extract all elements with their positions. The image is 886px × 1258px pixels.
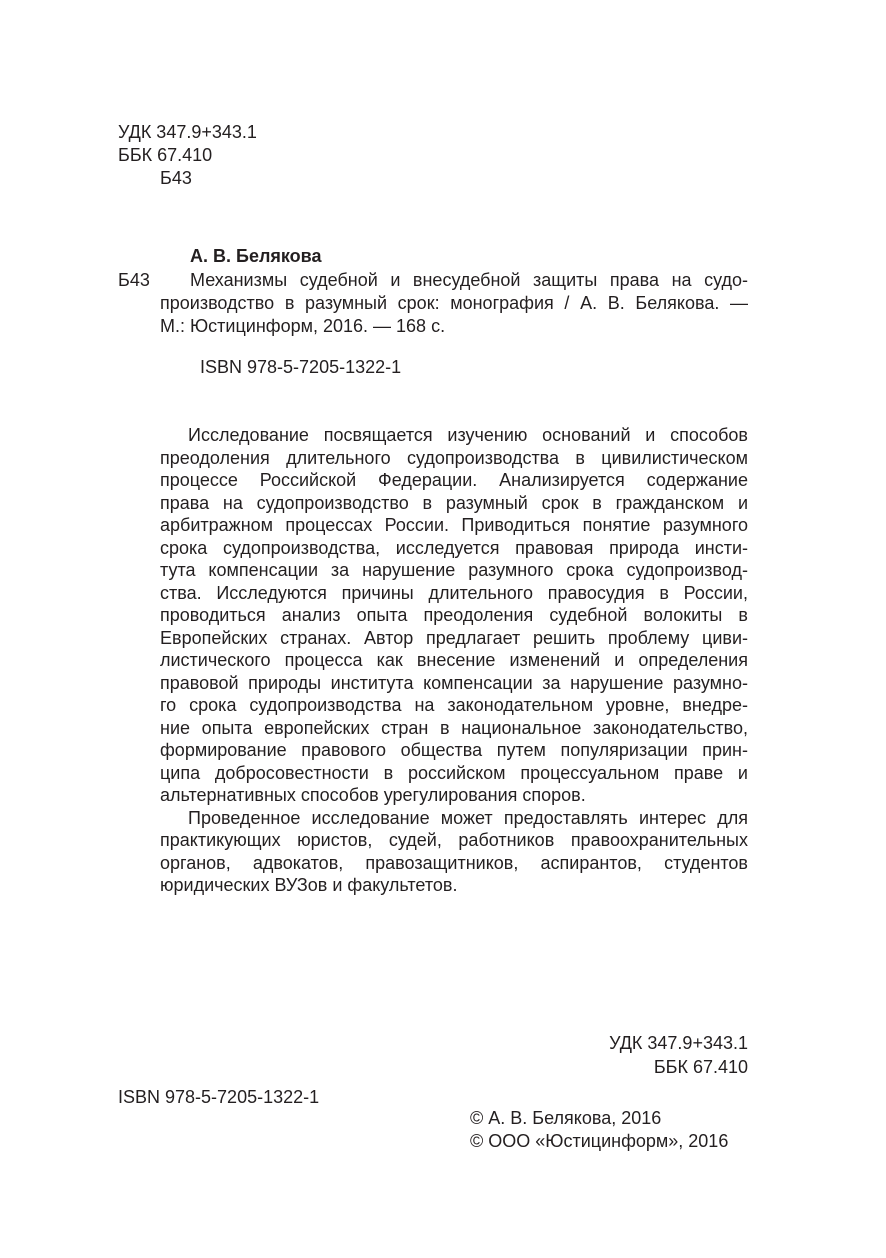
abstract — [160, 424, 748, 897]
abstract-line: го срока судопроизводства на законодательном уровне, внедре- — [160, 695, 748, 715]
abstract-line: листического процесса как внесение изменений и определения — [160, 650, 748, 670]
abstract-line: альтернативных способов урегулирования споров. — [160, 785, 586, 805]
abstract-line: срока судопроизводства, исследуется правовая природа инсти- — [160, 537, 748, 558]
abstract-line: органов, адвокатов, правозащитников, аспирантов, студентов — [160, 852, 748, 873]
record-line: Механизмы судебной и внесудебной защиты права на судо- — [190, 270, 748, 290]
abstract-line: Исследование посвящается изучению оснований и способов — [188, 425, 748, 445]
abstract-line: ципа добросовестности в российском процессуальном праве и — [160, 762, 748, 783]
bibliographic-record — [160, 269, 748, 338]
footer-bbk: ББК 67.410 — [653, 1057, 748, 1077]
abstract-line: правовой природы института компенсации за нарушение разумно- — [160, 672, 748, 693]
abstract-line: арбитражном процессах России. Приводиться понятие разумного — [160, 515, 748, 535]
footer-isbn: ISBN 978-5-7205-1322-1 — [118, 1087, 320, 1107]
abstract-line: права на судопроизводство в разумный срок в гражданском и — [160, 492, 748, 513]
isbn: ISBN 978-5-7205-1322-1 — [200, 357, 402, 377]
record-line: производство в разумный срок: монография / А. В. Белякова. — — [160, 293, 748, 313]
abstract-line: преодоления длительного судопроизводства в цивилистическом — [160, 447, 748, 468]
abstract-line: Проведенное исследование может предоставлять интерес для — [188, 807, 748, 828]
abstract-line: проводиться анализ опыта преодоления судебной волокиты в — [160, 605, 748, 625]
abstract-line: Европейских странах. Автор предлагает решить проблему циви- — [160, 627, 748, 648]
bbk-code: ББК 67.410 — [118, 145, 213, 165]
abstract-line: тута компенсации за нарушение разумного срока судопроизвод- — [160, 560, 748, 580]
author-name: А. В. Белякова — [190, 246, 322, 266]
record-line: М.: Юстицинформ, 2016. — 168 с. — [160, 316, 446, 336]
copyright-author: © А. В. Белякова, 2016 — [470, 1108, 662, 1128]
abstract-line: практикующих юристов, судей, работников правоохранительных — [160, 830, 748, 850]
copyright-publisher: © ООО «Юстицинформ», 2016 — [470, 1131, 729, 1151]
abstract-line: юридических ВУЗов и факультетов. — [160, 875, 458, 895]
abstract-line: ства. Исследуются причины длительного правосудия в России, — [160, 582, 748, 603]
record-mark: Б43 — [118, 270, 150, 290]
footer-udk: УДК 347.9+343.1 — [609, 1033, 748, 1053]
udk-code: УДК 347.9+343.1 — [118, 122, 257, 142]
abstract-line: формирование правового общества путем популяризации прин- — [160, 740, 748, 760]
abstract-line: ние опыта европейских стран в национальное законодательство, — [160, 717, 748, 738]
abstract-line: процессе Российской Федерации. Анализируется содержание — [160, 470, 748, 490]
author-mark: Б43 — [160, 168, 192, 188]
